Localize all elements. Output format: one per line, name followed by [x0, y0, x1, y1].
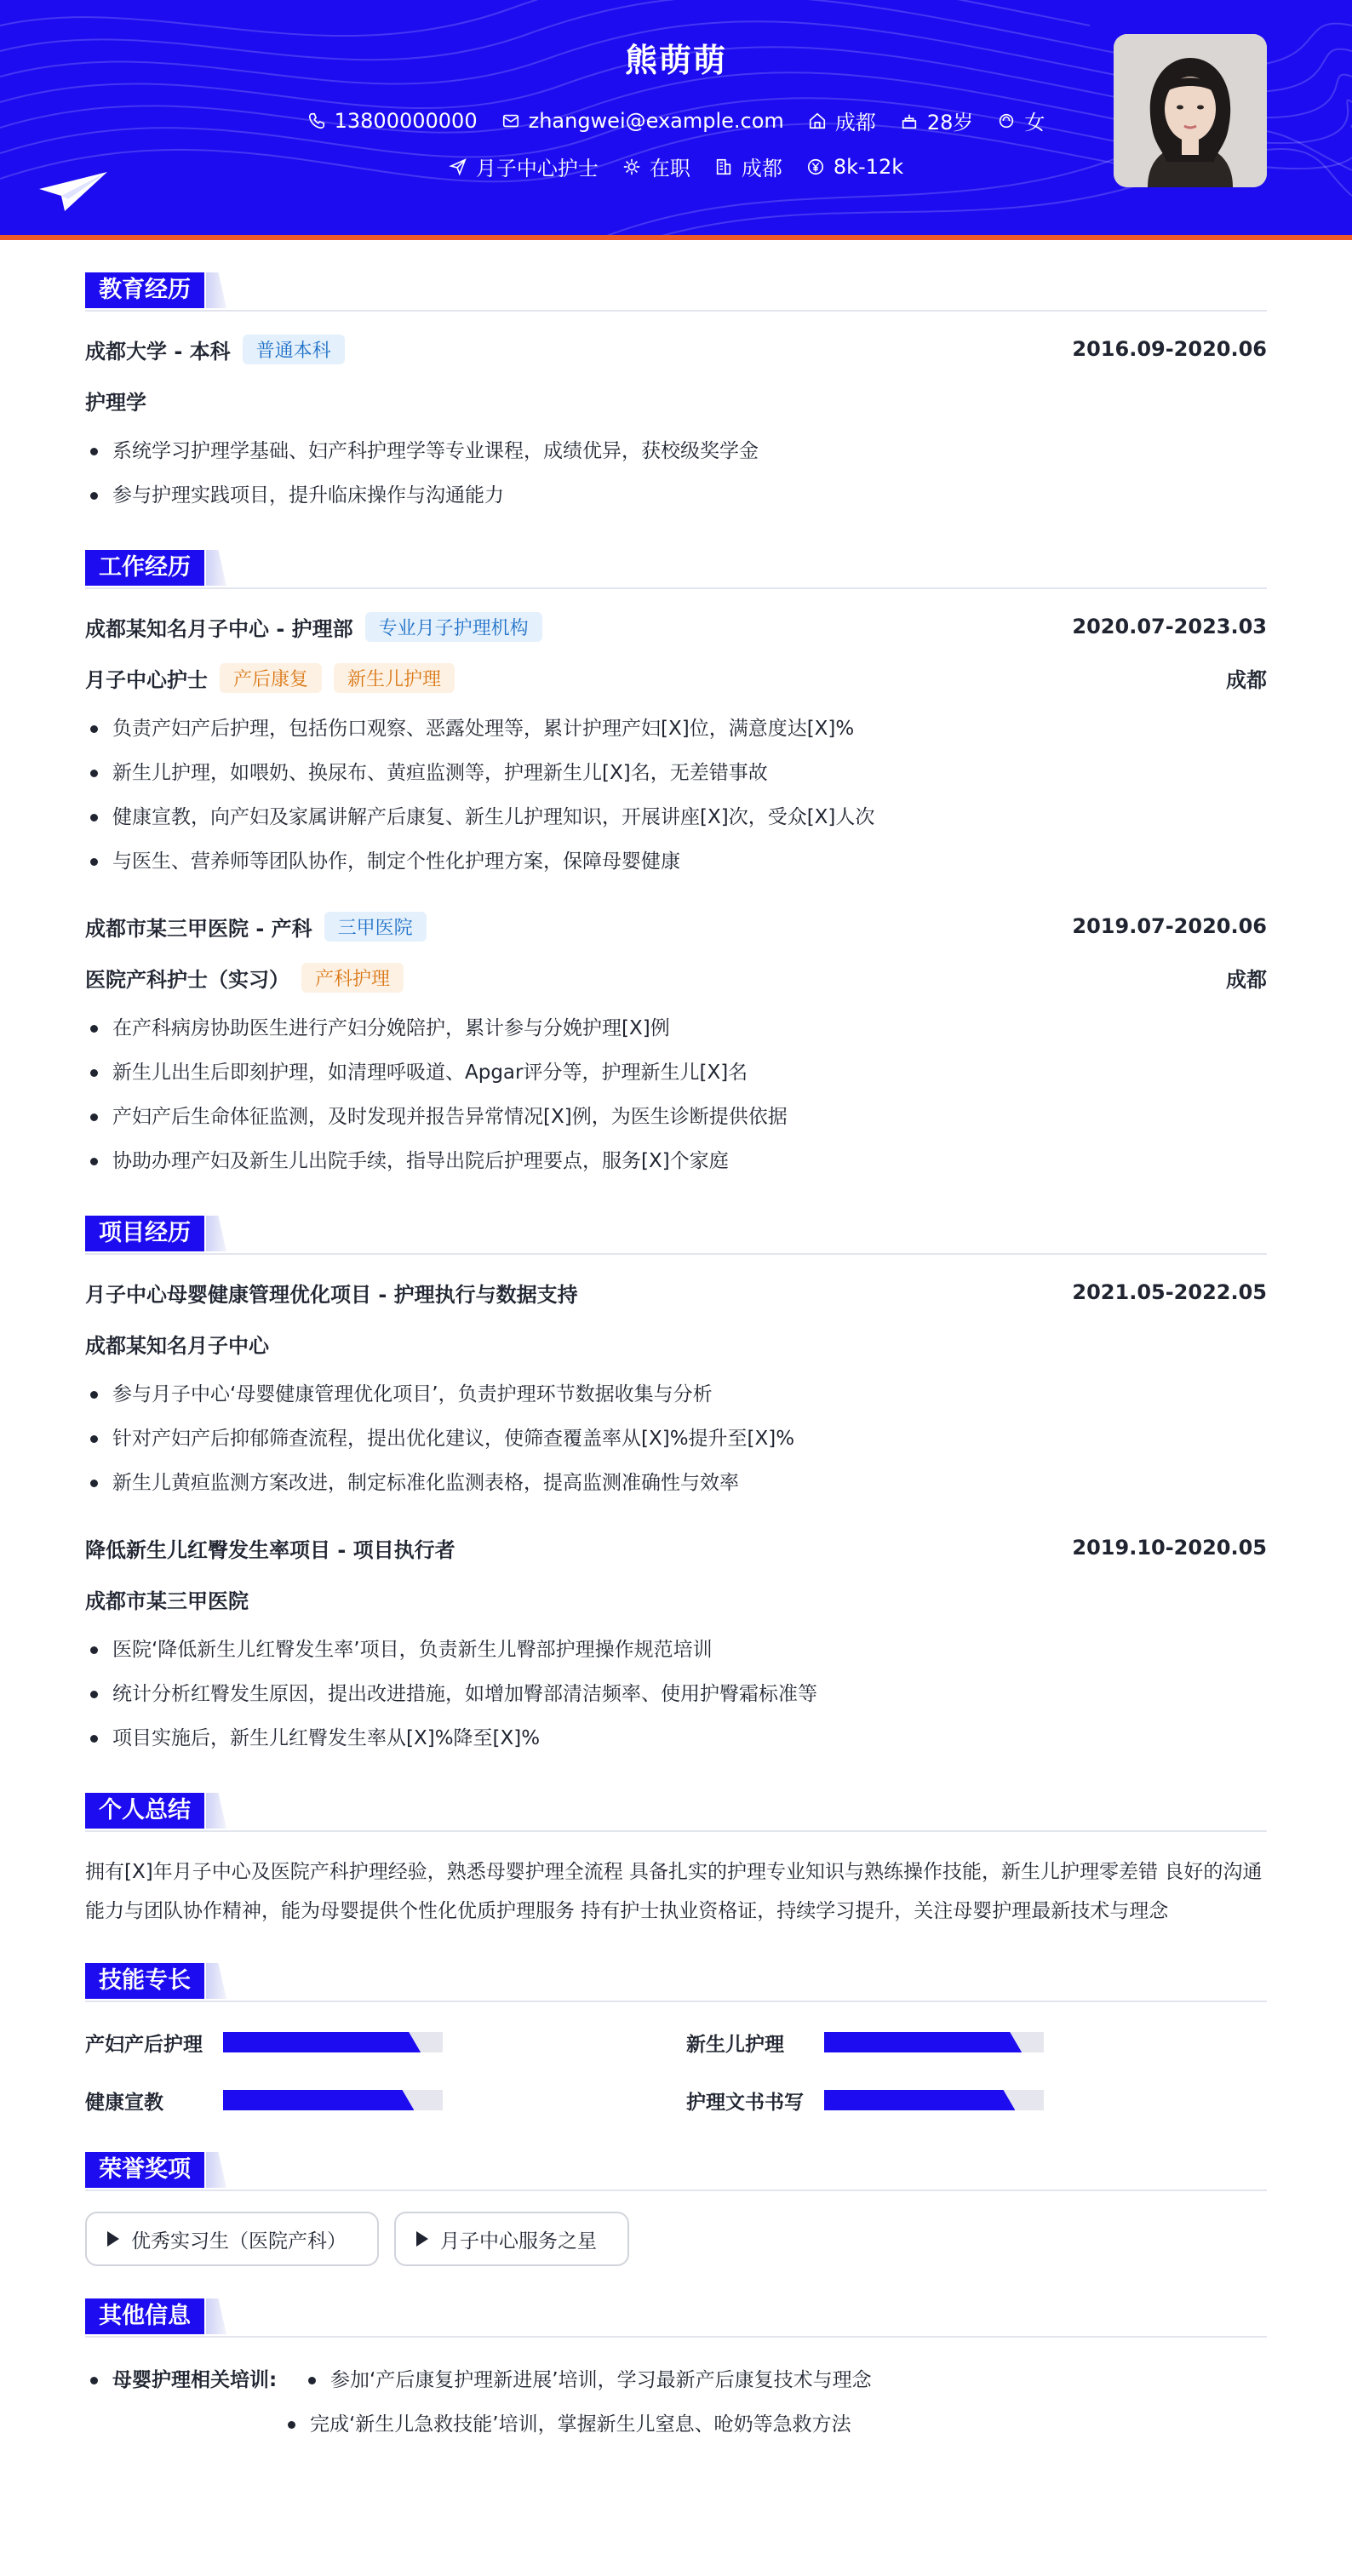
- section-header: [85, 1216, 1267, 1255]
- project-entry: [85, 1275, 1267, 1505]
- gender-icon: [997, 112, 1016, 130]
- education-date: 2016.09-2020.06: [1072, 337, 1267, 361]
- skill-bar: [223, 2090, 443, 2110]
- list-item: 健康宣教，向产妇及家属讲解产后康复、新生儿护理知识，开展讲座[X]次，受众[X]人次: [85, 795, 1267, 839]
- education-row: [85, 332, 1267, 366]
- project-org: 成都某知名月子中心: [85, 1333, 269, 1358]
- work-bullets: [85, 707, 1267, 884]
- gear-icon: [622, 157, 641, 176]
- work-entry: [85, 610, 1267, 884]
- school-tag: 普通本科: [243, 335, 345, 364]
- honors-section: [85, 2152, 1267, 2266]
- skill-bar: [824, 2032, 1044, 2052]
- section-title-education: 教育经历: [85, 272, 204, 308]
- list-item: 协助办理产妇及新生儿出院手续，指导出院后护理要点，服务[X]个家庭: [85, 1139, 1267, 1183]
- other-item: 完成‘新生儿急救技能’培训，掌握新生儿窒息、呛奶等急救方法: [279, 2402, 851, 2447]
- other-row: [85, 2358, 1267, 2402]
- work-date: 2020.07-2023.03: [1072, 615, 1267, 638]
- section-title-decoration: [206, 1793, 226, 1829]
- work-company-row: [85, 610, 1267, 644]
- section-header: [85, 2298, 1267, 2338]
- skill-bar-fill: [824, 2090, 1015, 2110]
- mail-icon: [501, 112, 520, 130]
- project-bullets: [85, 1628, 1267, 1760]
- salary-item: [806, 152, 903, 181]
- profile-photo: [1114, 34, 1267, 187]
- company-tag: 三甲医院: [324, 912, 427, 942]
- honor-label: 月子中心服务之星: [440, 2230, 597, 2253]
- role-name: 月子中心护士: [85, 667, 208, 692]
- project-title: 降低新生儿红臀发生率项目 - 项目执行者: [85, 1537, 455, 1562]
- company-tag: 专业月子护理机构: [365, 612, 542, 642]
- honors-list: [85, 2212, 1267, 2266]
- resume-body: [0, 272, 1352, 2447]
- section-title-decoration: [206, 1216, 226, 1251]
- list-item: 针对产妇产后抑郁筛查流程，提出优化建议，使筛查覆盖率从[X]%提升至[X]%: [85, 1417, 1267, 1461]
- list-item: 新生儿出生后即刻护理，如清理呼吸道、Apgar评分等，护理新生儿[X]名: [85, 1050, 1267, 1095]
- other-label: 母婴护理相关培训:: [85, 2358, 300, 2402]
- gender-item: [997, 106, 1045, 135]
- age-text: 28岁: [926, 111, 974, 135]
- section-header: [85, 550, 1267, 589]
- list-item: 参与月子中心‘母婴健康管理优化项目’，负责护理环节数据收集与分析: [85, 1372, 1267, 1417]
- education-entry: [85, 332, 1267, 518]
- role-tag: 产后康复: [220, 663, 322, 693]
- skill-label: 产妇产后护理: [85, 2033, 203, 2056]
- work-role-row: [85, 661, 1267, 695]
- project-title: 月子中心母婴健康管理优化项目 - 护理执行与数据支持: [85, 1282, 578, 1307]
- job-item: [449, 152, 599, 181]
- skills-section: [85, 1963, 1267, 2120]
- section-header: [85, 1793, 1267, 1832]
- company-name: 成都市某三甲医院 - 产科: [85, 916, 312, 941]
- education-section: [85, 272, 1267, 518]
- list-item: 在产科病房协助医生进行产妇分娩陪护，累计参与分娩护理[X]例: [85, 1006, 1267, 1050]
- section-title-skills: 技能专长: [85, 1963, 204, 1999]
- section-header: [85, 2152, 1267, 2191]
- list-item: 参与护理实践项目，提升临床操作与沟通能力: [85, 473, 1267, 518]
- gender-text: 女: [1024, 111, 1046, 135]
- project-org: 成都市某三甲医院: [85, 1589, 249, 1613]
- honor-badge: [394, 2212, 629, 2266]
- list-item: 产妇产后生命体征监测，及时发现并报告异常情况[X]例，为医生诊断提供依据: [85, 1095, 1267, 1139]
- list-item: 项目实施后，新生儿红臀发生率从[X]%降至[X]%: [85, 1716, 1267, 1760]
- play-triangle-icon: [107, 2231, 119, 2247]
- list-item: 系统学习护理学基础、妇产科护理学等专业课程，成绩优异，获校级奖学金: [85, 429, 1267, 473]
- building-icon: [714, 157, 733, 176]
- other-section: [85, 2298, 1267, 2447]
- section-header: [85, 1963, 1267, 2002]
- other-row: [85, 2402, 1267, 2447]
- role-tag: 产科护理: [301, 963, 404, 993]
- resume-header: [0, 0, 1352, 240]
- work-date: 2019.07-2020.06: [1072, 914, 1267, 938]
- skill-bar-fill: [223, 2090, 414, 2110]
- home-icon: [808, 112, 827, 130]
- school-name: 成都大学 - 本科: [85, 339, 231, 364]
- list-item: 统计分析红臀发生原因，提出改进措施，如增加臀部清洁频率、使用护臀霜标准等: [85, 1672, 1267, 1716]
- skill-label: 健康宣教: [85, 2091, 163, 2114]
- summary-section: [85, 1793, 1267, 1931]
- skill-label: 护理文书书写: [686, 2091, 804, 2114]
- section-title-decoration: [206, 550, 226, 586]
- work-location: 成都: [1226, 967, 1267, 992]
- section-title-decoration: [206, 272, 226, 308]
- skill-item: [686, 2023, 1287, 2062]
- target-city-text: 成都: [741, 157, 782, 180]
- project-date: 2021.05-2022.05: [1072, 1280, 1267, 1304]
- project-title-row: [85, 1275, 1267, 1309]
- work-location: 成都: [1226, 667, 1267, 692]
- work-entry: [85, 909, 1267, 1183]
- section-title-decoration: [206, 2152, 226, 2188]
- other-info: [85, 2358, 1267, 2447]
- city-text: 成都: [834, 111, 876, 135]
- work-company-row: [85, 909, 1267, 943]
- cake-icon: [900, 112, 919, 130]
- email-item: [501, 106, 784, 135]
- section-title-project: 项目经历: [85, 1216, 204, 1251]
- list-item: 新生儿护理，如喂奶、换尿布、黄疸监测等，护理新生儿[X]名，无差错事故: [85, 751, 1267, 795]
- skill-bar-fill: [824, 2032, 1022, 2052]
- play-triangle-icon: [416, 2231, 428, 2247]
- work-section: [85, 550, 1267, 1183]
- salary-text: 8k-12k: [833, 154, 904, 179]
- project-bullets: [85, 1372, 1267, 1505]
- send-icon: [449, 157, 467, 176]
- section-title-summary: 个人总结: [85, 1793, 204, 1829]
- yen-icon: [806, 157, 825, 176]
- list-item: 新生儿黄疸监测方案改进，制定标准化监测表格，提高监测准确性与效率: [85, 1461, 1267, 1505]
- project-section: [85, 1216, 1267, 1760]
- section-title-work: 工作经历: [85, 550, 204, 586]
- skill-bar-fill: [223, 2032, 421, 2052]
- section-header: [85, 272, 1267, 312]
- age-item: [900, 106, 974, 135]
- skill-bar: [824, 2090, 1044, 2110]
- skill-label: 新生儿护理: [686, 2033, 784, 2056]
- project-entry: [85, 1531, 1267, 1760]
- target-city-item: [714, 152, 782, 181]
- honor-badge: [85, 2212, 379, 2266]
- list-item: 与医生、营养师等团队协作，制定个性化护理方案，保障母婴健康: [85, 839, 1267, 884]
- education-bullets: [85, 429, 1267, 518]
- phone-icon: [307, 112, 326, 130]
- other-item: 参加‘产后康复护理新进展’培训，学习最新产后康复技术与理念: [300, 2358, 872, 2402]
- header-accent-stripe: [0, 235, 1352, 240]
- project-title-row: [85, 1531, 1267, 1565]
- company-name: 成都某知名月子中心 - 护理部: [85, 616, 353, 641]
- list-item: 医院‘降低新生儿红臀发生率’项目，负责新生儿臀部护理操作规范培训: [85, 1628, 1267, 1672]
- candidate-name: 熊萌萌: [624, 42, 727, 79]
- role-name: 医院产科护士（实习）: [85, 967, 289, 992]
- email-text: zhangwei@example.com: [528, 108, 784, 133]
- city-item: [808, 106, 876, 135]
- role-tag: 新生儿护理: [334, 663, 455, 693]
- section-title-decoration: [206, 2298, 226, 2334]
- skill-item: [85, 2081, 686, 2120]
- skill-bar: [223, 2032, 443, 2052]
- status-text: 在职: [649, 157, 690, 180]
- section-title-honors: 荣誉奖项: [85, 2152, 204, 2188]
- phone-text: 13800000000: [334, 108, 478, 133]
- major-name: 护理学: [85, 390, 146, 415]
- skill-item: [85, 2023, 686, 2062]
- list-item: 负责产妇产后护理，包括伤口观察、恶露处理等，累计护理产妇[X]位，满意度达[X]%: [85, 707, 1267, 751]
- summary-text: 拥有[X]年月子中心及医院产科护理经验，熟悉母婴护理全流程 具备扎实的护理专业知识与熟练操作技能，新生儿护理零差错 良好的沟通能力与团队协作精神，能为母婴提供个性化优质护理服务 持有护士执业资格证，持续学习提升，关注母婴护理最新技术与理念: [85, 1861, 1263, 1922]
- section-title-other: 其他信息: [85, 2298, 204, 2334]
- status-item: [622, 152, 690, 181]
- project-date: 2019.10-2020.05: [1072, 1536, 1267, 1560]
- skills-grid: [85, 2023, 1267, 2120]
- job-text: 月子中心护士: [475, 157, 599, 180]
- honor-label: 优秀实习生（医院产科）: [131, 2230, 347, 2253]
- skill-item: [686, 2081, 1287, 2120]
- phone-item: [307, 106, 478, 135]
- section-title-decoration: [206, 1963, 226, 1999]
- work-role-row: [85, 960, 1267, 994]
- work-bullets: [85, 1006, 1267, 1183]
